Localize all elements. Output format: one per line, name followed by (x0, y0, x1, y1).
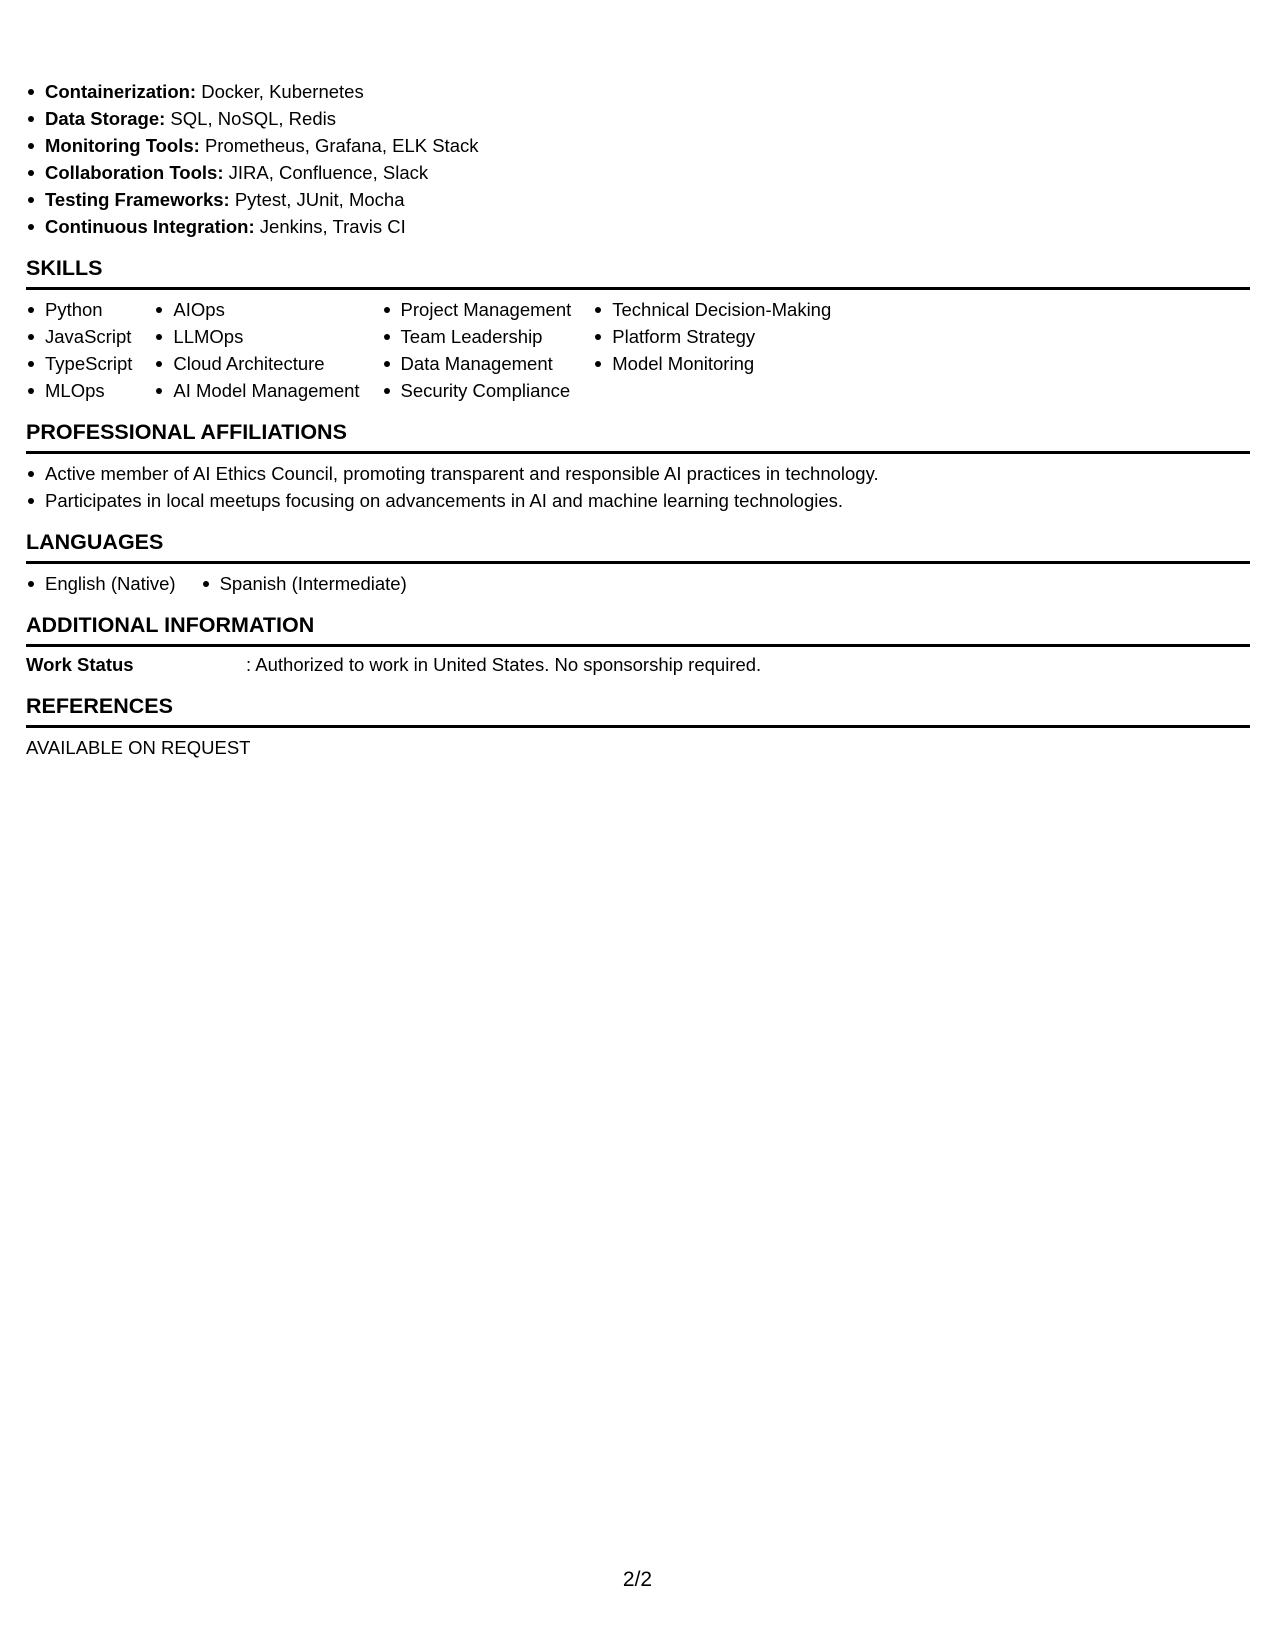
affiliation-item: Participates in local meetups focusing on advancements in AI and machine learning technologies. (26, 487, 1250, 514)
list-item (26, 78, 1250, 105)
skill-item: Team Leadership (382, 323, 572, 350)
tech-category-value: Docker, Kubernetes (201, 81, 364, 102)
list-item (26, 159, 1250, 186)
skill-item: Platform Strategy (593, 323, 831, 350)
tech-category-value: Jenkins, Travis CI (259, 216, 406, 237)
skills-column (26, 296, 132, 404)
languages-heading: LANGUAGES (26, 529, 1250, 564)
skill-item: AIOps (154, 296, 359, 323)
languages-list (26, 570, 1250, 597)
tech-category-value: SQL, NoSQL, Redis (170, 108, 336, 129)
list-item (26, 132, 1250, 159)
additional-info-heading: ADDITIONAL INFORMATION (26, 612, 1250, 647)
tech-category-label: Collaboration Tools: (45, 162, 224, 183)
affiliation-item: Active member of AI Ethics Council, promoting transparent and responsible AI practices in technology. (26, 460, 1250, 487)
tech-category-label: Testing Frameworks: (45, 189, 230, 210)
tech-category-value: Prometheus, Grafana, ELK Stack (204, 135, 479, 156)
skill-item: AI Model Management (154, 377, 359, 404)
language-item: Spanish (Intermediate) (201, 570, 407, 597)
skills-heading: SKILLS (26, 255, 1250, 290)
skills-column (593, 296, 831, 404)
affiliations-heading: PROFESSIONAL AFFILIATIONS (26, 419, 1250, 454)
skills-grid (26, 296, 1250, 404)
tech-category-label: Containerization: (45, 81, 197, 102)
affiliations-list (26, 460, 1250, 514)
list-item (26, 186, 1250, 213)
skills-column (154, 296, 359, 404)
skill-item: TypeScript (26, 350, 132, 377)
tech-category-label: Continuous Integration: (45, 216, 255, 237)
tech-category-label: Data Storage: (45, 108, 166, 129)
work-status-label: Work Status (26, 654, 134, 675)
references-heading: REFERENCES (26, 693, 1250, 728)
skill-item: JavaScript (26, 323, 132, 350)
tech-category-value: JIRA, Confluence, Slack (228, 162, 429, 183)
work-status-row (26, 651, 1250, 678)
technical-tools-list (26, 78, 1250, 240)
list-item (26, 213, 1250, 240)
skill-item: LLMOps (154, 323, 359, 350)
language-item: English (Native) (26, 570, 176, 597)
tech-category-value: Pytest, JUnit, Mocha (234, 189, 405, 210)
skill-item: Cloud Architecture (154, 350, 359, 377)
work-status-value: : Authorized to work in United States. No sponsorship required. (246, 654, 762, 675)
skill-item: Data Management (382, 350, 572, 377)
skill-item: Technical Decision-Making (593, 296, 831, 323)
skill-item: Security Compliance (382, 377, 572, 404)
skill-item: Project Management (382, 296, 572, 323)
references-text: AVAILABLE ON REQUEST (26, 737, 251, 758)
list-item (26, 105, 1250, 132)
skill-item: MLOps (26, 377, 132, 404)
skills-column (382, 296, 572, 404)
page-number: 2/2 (622, 1568, 653, 1591)
tech-category-label: Monitoring Tools: (45, 135, 200, 156)
skill-item: Model Monitoring (593, 350, 831, 377)
resume-page (26, 78, 1250, 761)
skill-item: Python (26, 296, 132, 323)
